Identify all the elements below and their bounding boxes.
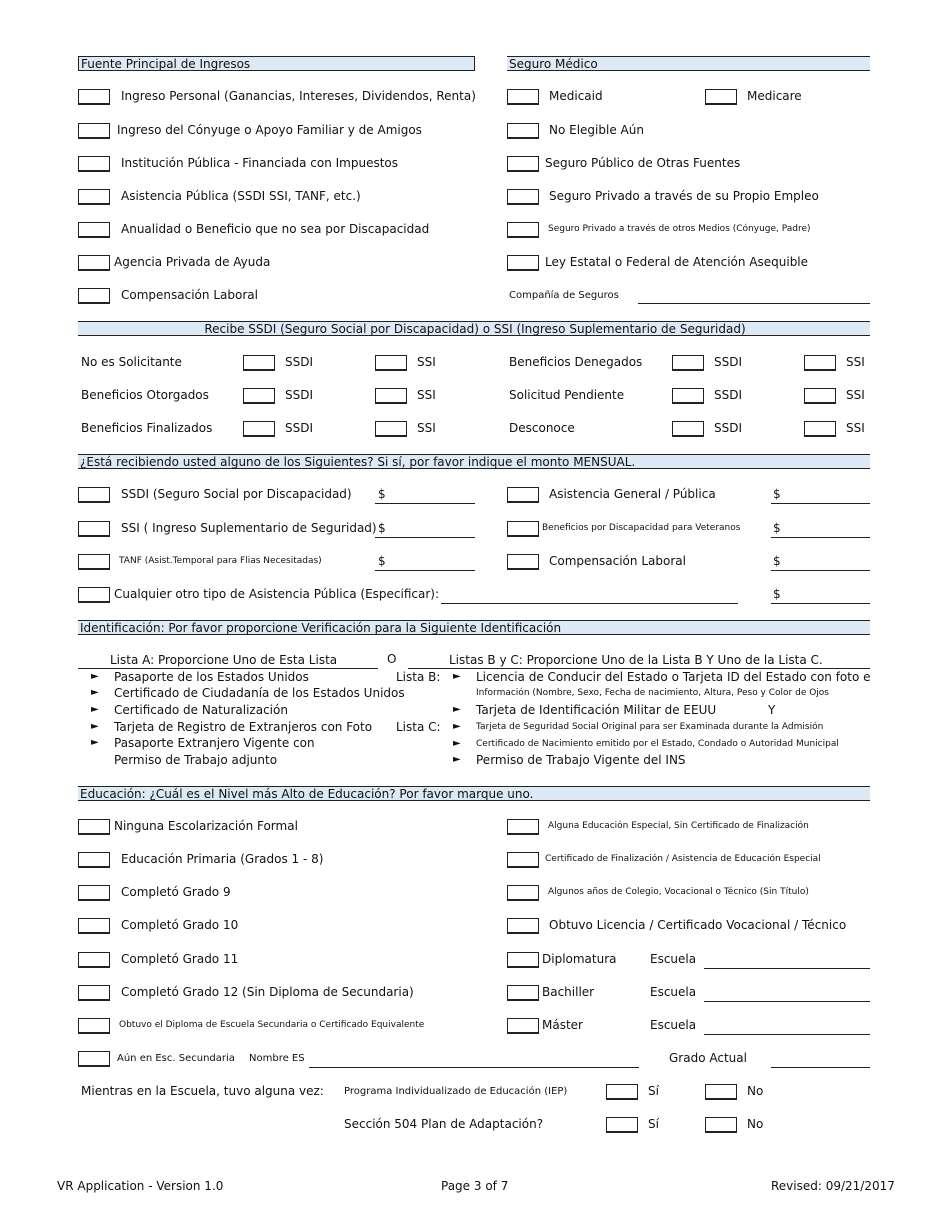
bullet-icon: ► [453,738,461,749]
while-school-label: Mientras en la Escuela, tuvo alguna vez: [81,1084,324,1098]
ssdi-row-label: Beneficios Otorgados [81,388,209,402]
degree-checkbox[interactable] [507,952,539,968]
income-label: Compensación Laboral [121,288,258,302]
ssi-checkbox[interactable] [375,388,407,404]
private-other-insurance-checkbox[interactable] [507,222,539,238]
sec504-no-checkbox[interactable] [705,1117,737,1133]
monthly-label: Asistencia General / Pública [549,487,716,501]
medicaid-checkbox[interactable] [507,89,539,105]
bullet-icon: ► [453,671,461,682]
education-checkbox[interactable] [507,819,539,835]
education-checkbox[interactable] [507,885,539,901]
bullet-icon: ► [91,737,99,748]
education-checkbox[interactable] [78,1018,110,1034]
medicaid-label: Medicaid [549,89,603,103]
income-section-title: Fuente Principal de Ingresos [78,56,475,71]
iep-no-label: No [747,1084,764,1098]
monthly-label: Beneficios por Discapacidad para Veteranos [542,523,741,533]
ssdi-checkbox[interactable] [243,388,275,404]
ssi-option-label: SSI [417,355,436,369]
bullet-icon: ► [91,671,99,682]
current-grade-label: Grado Actual [669,1051,747,1065]
ssdi-option-label: SSDI [714,388,743,402]
income-checkbox[interactable] [78,189,110,205]
private-other-insurance-label: Seguro Privado a través de otros Medios (Cónyuge, Padre) [548,224,811,234]
dollar-sign: $ [378,521,386,535]
footer-revised: Revised: 09/21/2017 [771,1179,895,1193]
other-assistance-amount-field[interactable] [771,603,870,604]
education-label: Ninguna Escolarización Formal [114,819,298,833]
education-section-title: Educación: ¿Cuál es el Nivel más Alto de Educación? Por favor marque uno. [78,786,870,801]
ssi-option-label: SSI [846,421,865,435]
degree-checkbox[interactable] [507,985,539,1001]
income-label: Ingreso Personal (Ganancias, Intereses, Dividendos, Renta) [121,89,476,103]
list-c-item: Tarjeta de Seguridad Social Original para ser Examinada durante la Admisión [476,722,824,732]
sec504-yes-checkbox[interactable] [606,1117,638,1133]
list-b-item: Tarjeta de Identificación Militar de EEUU [476,703,717,717]
insurance-section-title: Seguro Médico [507,56,870,71]
school-field[interactable] [704,1034,870,1035]
ssdi-checkbox[interactable] [672,421,704,437]
bullet-icon: ► [453,704,461,715]
list-c-label: Lista C: [396,720,441,734]
monthly-label: TANF (Asist.Temporal para Flias Necesitadas) [119,556,322,566]
monthly-section-title: ¿Está recibiendo usted alguno de los Siguientes? Si sí, por favor indique el monto MENSUAL. [78,454,870,469]
list-a-item: Pasaporte Extranjero Vigente con [114,736,315,750]
ssi-option-label: SSI [417,388,436,402]
amount-field[interactable] [771,537,870,538]
iep-label: Programa Individualizado de Educación (IEP) [344,1086,568,1097]
in-high-school-checkbox[interactable] [78,1051,110,1067]
footer-version: VR Application - Version 1.0 [57,1179,224,1193]
ident-section-title: Identificación: Por favor proporcione Verificación para la Siguiente Identificación [78,620,870,635]
sec504-no-label: No [747,1117,764,1131]
monthly-checkbox[interactable] [78,554,110,570]
other-assistance-label: Cualquier otro tipo de Asistencia Pública (Especificar): [114,587,439,601]
list-b-item: Información (Nombre, Sexo, Fecha de nacimiento, Altura, Peso y Color de Ojos [476,688,829,698]
degree-label: Diplomatura [542,952,617,966]
income-checkbox[interactable] [78,255,110,271]
ssdi-checkbox[interactable] [672,355,704,371]
education-checkbox[interactable] [78,852,110,868]
ssdi-section-title: Recibe SSDI (Seguro Social por Discapacidad) o SSI (Ingreso Suplementario de Seguridad) [78,321,870,336]
aca-insurance-label: Ley Estatal o Federal de Atención Asequible [545,255,809,269]
ssdi-option-label: SSDI [285,421,314,435]
education-label: Certificado de Finalización / Asistencia de Educación Especial [545,854,821,864]
ssi-option-label: SSI [846,388,865,402]
sec504-yes-label: Sí [648,1117,659,1131]
school-field[interactable] [704,1001,870,1002]
other-assistance-checkbox[interactable] [78,587,110,603]
private-employer-insurance-label: Seguro Privado a través de su Propio Empleo [549,189,819,203]
dollar-sign: $ [773,554,781,568]
bullet-icon: ► [91,687,99,698]
bullet-icon: ► [453,721,461,732]
list-a-item: Certificado de Ciudadanía de los Estados Unidos [114,686,405,700]
education-label: Completó Grado 9 [121,885,231,899]
bullet-icon: ► [91,704,99,715]
monthly-checkbox[interactable] [78,521,110,537]
education-checkbox[interactable] [78,885,110,901]
bullet-icon: ► [91,721,99,732]
dollar-sign: $ [378,554,386,568]
dollar-sign: $ [773,487,781,501]
list-bc-title: Listas B y C: Proporcione Uno de la Lista B Y Uno de la Lista C. [449,653,823,667]
list-a-item: Tarjeta de Registro de Extranjeros con Foto [114,720,373,734]
income-checkbox[interactable] [78,222,110,238]
list-c-item: Permiso de Trabajo Vigente del INS [476,753,686,767]
education-checkbox[interactable] [78,952,110,968]
private-employer-insurance-checkbox[interactable] [507,189,539,205]
list-bc-underline [408,668,870,669]
school-field[interactable] [704,968,870,969]
income-label: Anualidad o Beneficio que no sea por Discapacidad [121,222,430,236]
income-checkbox[interactable] [78,123,110,139]
other-assistance-specify-field[interactable] [441,603,738,604]
ssdi-row-label: No es Solicitante [81,355,182,369]
list-a-title: Lista A: Proporcione Uno de Esta Lista [110,653,338,667]
hs-name-field[interactable] [309,1067,639,1068]
education-checkbox[interactable] [78,985,110,1001]
iep-yes-checkbox[interactable] [606,1084,638,1100]
public-insurance-checkbox[interactable] [507,156,539,172]
list-a-item: Pasaporte de los Estados Unidos [114,670,309,684]
amount-field[interactable] [375,503,475,504]
list-a-item: Certificado de Naturalización [114,703,288,717]
ssi-checkbox[interactable] [804,421,836,437]
income-checkbox[interactable] [78,156,110,172]
ssdi-checkbox[interactable] [243,421,275,437]
ssdi-option-label: SSDI [285,388,314,402]
monthly-label: SSI ( Ingreso Suplementario de Seguridad) [121,521,377,535]
hs-name-label: Nombre ES [249,1053,305,1064]
education-checkbox[interactable] [78,918,110,934]
ssdi-option-label: SSDI [714,355,743,369]
education-label: Educación Primaria (Grados 1 - 8) [121,852,324,866]
medicare-checkbox[interactable] [705,89,737,105]
in-high-school-label: Aún en Esc. Secundaria [117,1053,235,1064]
or-label: O [387,652,397,666]
ssdi-option-label: SSDI [285,355,314,369]
ssdi-row-label: Solicitud Pendiente [509,388,625,402]
education-label: Completó Grado 12 (Sin Diploma de Secundaria) [121,985,414,999]
monthly-checkbox[interactable] [507,487,539,503]
list-a-item: Permiso de Trabajo adjunto [114,753,278,767]
education-label: Alguna Educación Especial, Sin Certificado de Finalización [548,821,809,831]
ssdi-option-label: SSDI [714,421,743,435]
ssi-option-label: SSI [846,355,865,369]
monthly-checkbox[interactable] [507,521,539,537]
education-label: Algunos años de Colegio, Vocacional o Técnico (Sin Título) [548,887,809,897]
and-label: Y [768,703,776,717]
medicare-label: Medicare [747,89,802,103]
public-insurance-label: Seguro Público de Otras Fuentes [545,156,741,170]
list-b-item: Licencia de Conducir del Estado o Tarjeta ID del Estado con foto e [476,670,871,684]
degree-checkbox[interactable] [507,1018,539,1034]
bullet-icon: ► [453,754,461,765]
monthly-checkbox[interactable] [507,554,539,570]
other-assistance-dollar: $ [773,587,781,601]
monthly-label: SSDI (Seguro Social por Discapacidad) [121,487,352,501]
iep-yes-label: Sí [648,1084,659,1098]
amount-field[interactable] [375,537,475,538]
current-grade-field[interactable] [771,1067,870,1068]
school-label: Escuela [650,985,697,999]
ssi-checkbox[interactable] [375,421,407,437]
ssdi-checkbox[interactable] [672,388,704,404]
school-label: Escuela [650,1018,697,1032]
education-checkbox[interactable] [507,918,539,934]
education-checkbox[interactable] [78,819,110,835]
income-checkbox[interactable] [78,89,110,105]
education-label: Obtuvo Licencia / Certificado Vocacional / Técnico [549,918,847,932]
iep-no-checkbox[interactable] [705,1084,737,1100]
dollar-sign: $ [773,521,781,535]
aca-insurance-checkbox[interactable] [507,255,539,271]
income-label: Asistencia Pública (SSDI SSI, TANF, etc.) [121,189,361,203]
not-eligible-checkbox[interactable] [507,123,539,139]
degree-label: Bachiller [542,985,595,999]
monthly-checkbox[interactable] [78,487,110,503]
income-label: Institución Pública - Financiada con Impuestos [121,156,399,170]
ssi-option-label: SSI [417,421,436,435]
ssdi-row-label: Beneficios Finalizados [81,421,213,435]
monthly-label: Compensación Laboral [549,554,686,568]
ssdi-row-label: Desconoce [509,421,575,435]
insurance-company-label: Compañía de Seguros [509,290,619,301]
list-b-label: Lista B: [396,670,441,684]
income-label: Agencia Privada de Ayuda [114,255,271,269]
degree-label: Máster [542,1018,583,1032]
footer-page: Page 3 of 7 [441,1179,509,1193]
income-label: Ingreso del Cónyuge o Apoyo Familiar y de Amigos [117,123,422,137]
sec504-label: Sección 504 Plan de Adaptación? [344,1117,544,1131]
school-label: Escuela [650,952,697,966]
income-checkbox[interactable] [78,288,110,304]
insurance-company-field[interactable] [638,303,870,304]
list-a-underline [78,668,378,669]
ssi-checkbox[interactable] [804,355,836,371]
education-label: Completó Grado 10 [121,918,239,932]
list-c-item: Certificado de Nacimiento emitido por el Estado, Condado o Autoridad Municipal [476,739,839,749]
amount-field[interactable] [375,570,475,571]
ssi-checkbox[interactable] [804,388,836,404]
amount-field[interactable] [771,570,870,571]
ssi-checkbox[interactable] [375,355,407,371]
dollar-sign: $ [378,487,386,501]
education-checkbox[interactable] [507,852,539,868]
amount-field[interactable] [771,503,870,504]
not-eligible-label: No Elegible Aún [549,123,644,137]
education-label: Obtuvo el Diploma de Escuela Secundaria o Certificado Equivalente [119,1020,425,1030]
ssdi-row-label: Beneficios Denegados [509,355,643,369]
education-label: Completó Grado 11 [121,952,239,966]
ssdi-checkbox[interactable] [243,355,275,371]
